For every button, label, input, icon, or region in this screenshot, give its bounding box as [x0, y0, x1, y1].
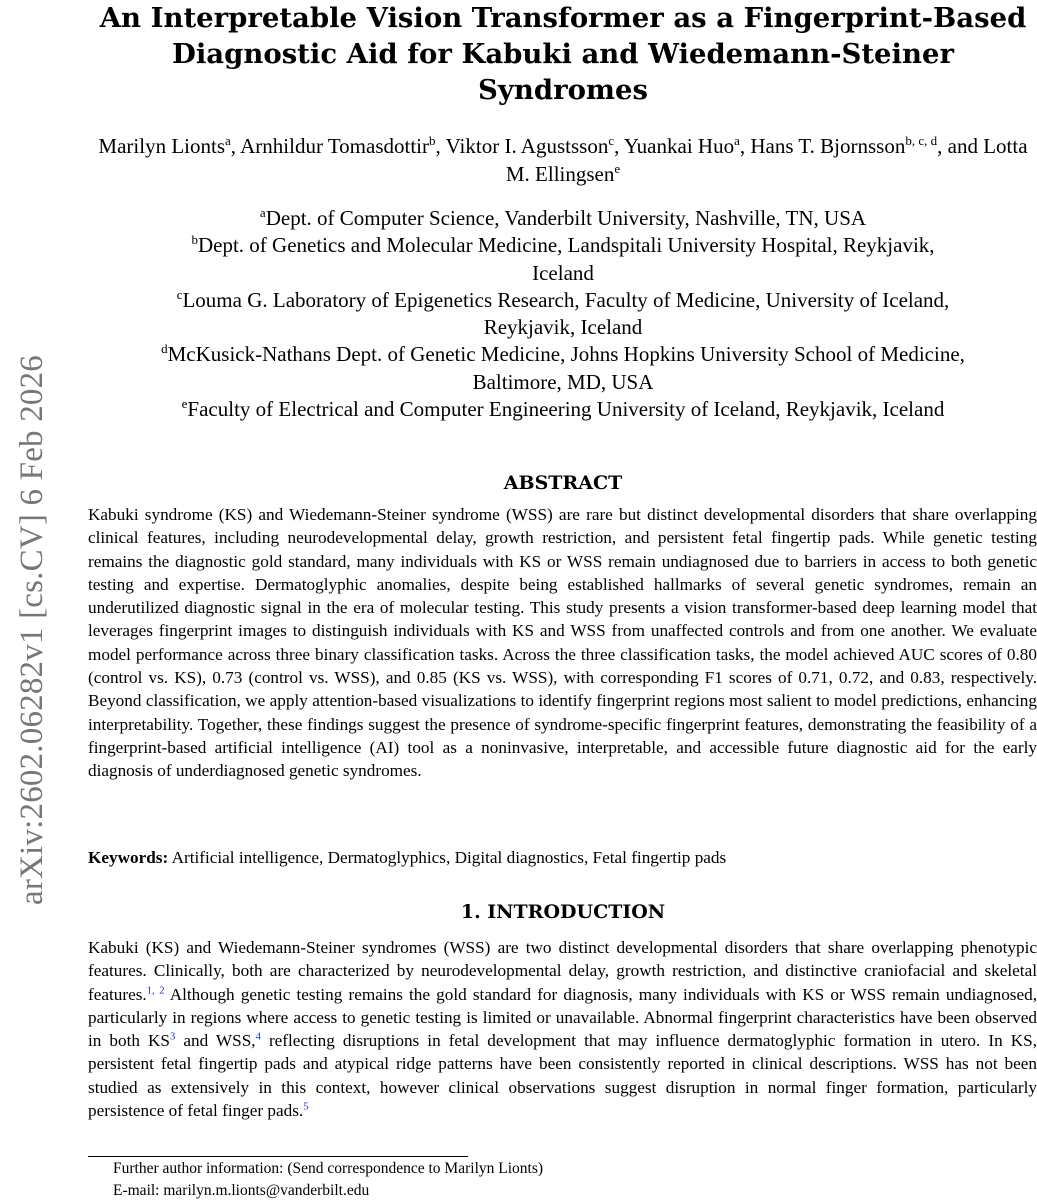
- footnote-author-info: Further author information: (Send correspondence to Marilyn Lionts): [113, 1160, 544, 1177]
- author-name: Arnhildur Tomasdottir: [240, 134, 430, 158]
- affiliation-mark: b: [191, 232, 198, 248]
- author-separator: ,: [739, 134, 751, 158]
- keywords-text: Artificial intelligence, Dermatoglyphics, Digital diagnostics, Fetal fingertip pads: [171, 848, 727, 867]
- abstract-body: Kabuki syndrome (KS) and Wiedemann-Steiner syndrome (WSS) are rare but distinct developmental disorders that share overlapping clinical features, including neurodevelopmental delay, growth restriction, and persistent fetal fingertip pads. While genetic testing remains the diagnostic gold standard, many individuals with KS or WSS remain undiagnosed due to barriers in access to both genetic testing and expertise. Dermatoglyphic anomalies, despite being established hallmarks of several genetic syndromes, remain an underutilized diagnostic signal in the era of molecular testing. This study presents a vision transformer-based deep learning model that leverages fingerprint images to distinguish individuals with KS and WSS from unaffected controls and from one another. We evaluate model performance across three binary classification tasks. Across the three classification tasks, the model achieved AUC scores of 0.80 (control vs. KS), 0.73 (control vs. WSS), and 0.85 (KS vs. WSS), with corresponding F1 scores of 0.71, 0.72, and 0.83, respectively. Beyond classification, we apply attention-based visualizations to identify fingerprint regions most salient to model predictions, enhancing interpretability. Together, these findings suggest the presence of syndrome-specific fingerprint features, demonstrating the feasibility of a fingerprint-based artificial intelligence (AI) tool as a noninvasive, interpretable, and accessible future diagnostic aid for the early diagnosis of underdiagnosed genetic syndromes.: [88, 505, 1037, 781]
- affiliation-item: [88, 205, 1037, 232]
- affiliation-list: [88, 205, 1037, 423]
- author-affiliation-mark: c: [608, 132, 615, 148]
- affiliation-text: Louma G. Laboratory of Epigenetics Research, Faculty of Medicine, University of Iceland,: [182, 287, 950, 312]
- keywords: [88, 846, 1037, 869]
- affiliation-item: [88, 232, 1037, 259]
- title-line: Syndromes: [478, 74, 648, 106]
- author-affiliation-mark: b: [429, 132, 436, 148]
- author-name: Marilyn Lionts: [98, 134, 225, 158]
- affiliation-continuation: Iceland: [532, 260, 594, 285]
- affiliation-mark: a: [259, 204, 266, 220]
- author-affiliation-mark: e: [614, 160, 621, 176]
- affiliation-text: Dept. of Genetics and Molecular Medicine, Landspitali University Hospital, Reykjavik,: [197, 233, 935, 258]
- author-affiliation-mark: a: [225, 132, 231, 148]
- affiliation-text: Dept. of Computer Science, Vanderbilt University, Nashville, TN, USA: [265, 206, 867, 230]
- citation-link[interactable]: 4: [255, 1031, 261, 1043]
- affiliation-text: Faculty of Electrical and Computer Engineering University of Iceland, Reykjavik, Iceland: [187, 397, 945, 422]
- author-separator: ,: [614, 134, 624, 158]
- author-separator: , and: [937, 134, 984, 158]
- introduction-heading: 1. INTRODUCTION: [460, 901, 666, 923]
- keywords-label: Keywords:: [88, 848, 169, 867]
- author-name: Lotta M. Ellingsen: [505, 134, 1028, 186]
- citation-link[interactable]: 1, 2: [146, 984, 165, 996]
- affiliation-item: [88, 341, 1037, 368]
- title-line: An Interpretable Vision Transformer as a Fingerprint-Based: [99, 2, 1027, 34]
- author-separator: ,: [435, 134, 446, 158]
- author-name: Yuankai Huo: [623, 134, 735, 158]
- affiliation-text: McKusick-Nathans Dept. of Genetic Medicine, Johns Hopkins University School of Medicine,: [167, 342, 965, 367]
- footnote-email: E-mail: marilyn.m.lionts@vanderbilt.edu: [113, 1182, 370, 1199]
- affiliation-item: [88, 396, 1037, 423]
- title-line: Diagnostic Aid for Kabuki and Wiedemann-Steiner: [172, 38, 954, 70]
- affiliation-mark: d: [161, 341, 168, 357]
- arxiv-identifier: arXiv:2602.06282v1 [cs.CV] 6 Feb 2026: [14, 355, 50, 906]
- affiliation-continuation: Baltimore, MD, USA: [472, 369, 654, 394]
- footnote-divider: [88, 1156, 468, 1157]
- citation-link[interactable]: 5: [303, 1101, 309, 1113]
- affiliation-continuation: Reykjavik, Iceland: [483, 315, 643, 340]
- intro-text-segment: Although genetic testing remains the gold standard for diagnosis, many individuals with KS or WSS remain undiagnosed, particularly in regions where access to genetic testing is limited or unavailable. Abnormal fingerprint characteristics have been observed in both KS: [88, 984, 1037, 1051]
- affiliation-item: [88, 287, 1037, 314]
- author-affiliation-mark: b, c, d: [905, 132, 938, 148]
- author-affiliation-mark: a: [734, 132, 740, 148]
- introduction-body: [88, 936, 1037, 1122]
- citation-link[interactable]: 3: [170, 1031, 176, 1043]
- author-separator: ,: [230, 134, 241, 158]
- author-list: [88, 132, 1037, 188]
- intro-text-segment: and WSS,: [175, 1031, 256, 1051]
- intro-text-segment: reflecting disruptions in fetal development that may influence dermatoglyphic formation in utero. In KS, persistent fetal fingertip pads and atypical ridge patterns have been consistently reported in clinical descriptions. WSS has not been studied as extensively in this context, however clinical observations suggest disruption in normal finger formation, particularly persistence of fetal finger pads.: [88, 1031, 1037, 1121]
- paper-title: [88, 0, 1037, 108]
- affiliation-mark: e: [181, 396, 188, 412]
- affiliation-mark: c: [176, 286, 183, 302]
- abstract-heading: ABSTRACT: [503, 472, 623, 494]
- author-name: Viktor I. Agustsson: [445, 134, 609, 158]
- author-name: Hans T. Bjornsson: [750, 134, 906, 158]
- intro-text-segment: Kabuki (KS) and Wiedemann-Steiner syndromes (WSS) are two distinct developmental disorders that share overlapping phenotypic features. Clinically, both are characterized by neurodevelopmental delay, growth restriction, and distinctive craniofacial and skeletal features.: [88, 938, 1037, 1004]
